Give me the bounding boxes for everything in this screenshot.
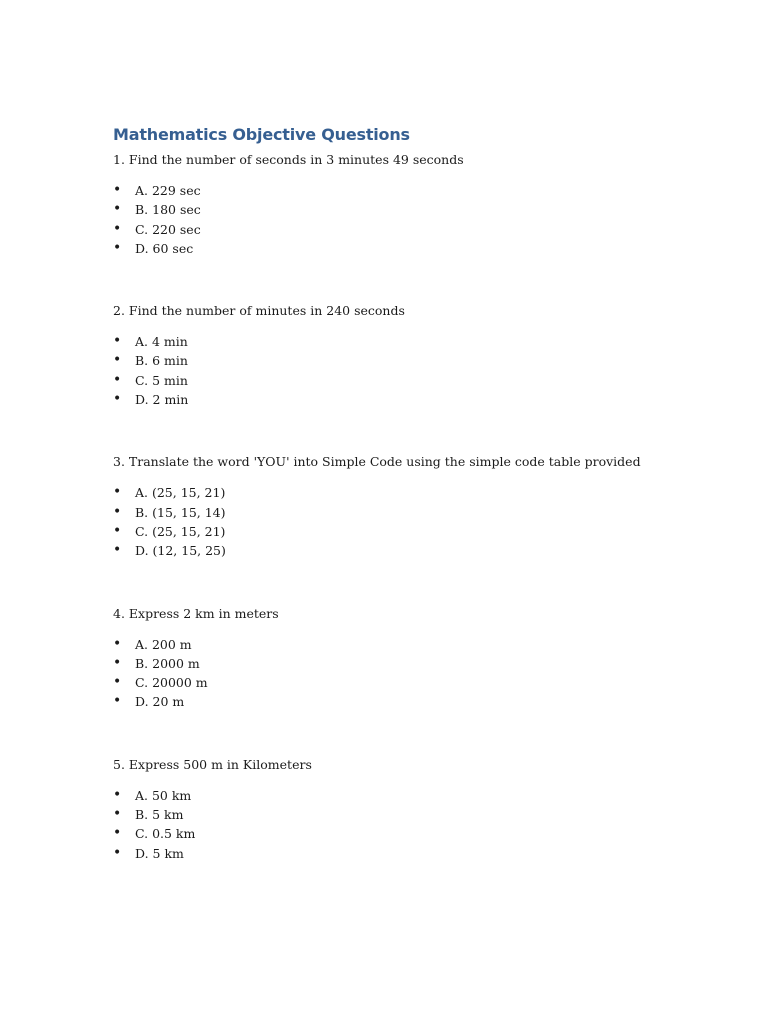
bullet-icon: • xyxy=(113,371,122,388)
question-text: 3. Translate the word 'YOU' into Simple Code using the simple code table provided xyxy=(113,454,641,470)
option-list xyxy=(113,332,713,409)
bullet-icon: • xyxy=(113,786,122,803)
option-b xyxy=(113,805,713,824)
option-c xyxy=(113,673,713,692)
option-d xyxy=(113,844,713,863)
option-label: B. 180 sec xyxy=(135,202,201,218)
bullet-icon: • xyxy=(113,844,122,861)
option-label: D. (12, 15, 25) xyxy=(135,543,226,559)
option-a xyxy=(113,635,713,654)
option-a xyxy=(113,483,713,502)
option-list xyxy=(113,181,713,258)
question-5 xyxy=(113,755,713,863)
bullet-icon: • xyxy=(113,182,122,198)
option-d xyxy=(113,541,713,560)
option-label: C. 220 sec xyxy=(135,221,201,237)
bullet-icon: • xyxy=(113,201,122,218)
question-text: 5. Express 500 m in Kilometers xyxy=(113,756,312,772)
question-3 xyxy=(113,452,713,560)
option-c xyxy=(113,522,713,541)
option-d xyxy=(113,692,713,711)
option-label: C. 0.5 km xyxy=(135,826,196,842)
question-text: 4. Express 2 km in meters xyxy=(113,605,279,621)
option-b xyxy=(113,503,713,522)
bullet-icon: • xyxy=(113,239,122,256)
option-label: A. 229 sec xyxy=(135,183,201,198)
bullet-icon: • xyxy=(113,542,122,559)
option-c xyxy=(113,220,713,239)
question-2 xyxy=(113,301,713,409)
bullet-icon: • xyxy=(113,654,122,671)
option-label: C. 5 min xyxy=(135,372,188,388)
option-label: A. 200 m xyxy=(135,636,192,652)
option-a xyxy=(113,332,713,351)
document-title: Mathematics Objective Questions xyxy=(113,125,410,144)
option-b xyxy=(113,200,713,219)
option-label: D. 2 min xyxy=(135,392,189,408)
bullet-icon: • xyxy=(113,352,122,369)
bullet-icon: • xyxy=(113,333,122,350)
option-c xyxy=(113,371,713,390)
option-label: C. 20000 m xyxy=(135,675,208,691)
option-label: B. 2000 m xyxy=(135,655,200,671)
option-c xyxy=(113,824,713,843)
option-b xyxy=(113,654,713,673)
bullet-icon: • xyxy=(113,220,122,237)
option-list xyxy=(113,483,713,560)
option-label: B. 5 km xyxy=(135,807,184,823)
option-list xyxy=(113,786,713,863)
option-label: B. 6 min xyxy=(135,353,188,369)
document-page xyxy=(113,124,713,863)
option-d xyxy=(113,390,713,409)
option-label: B. (15, 15, 14) xyxy=(135,504,226,520)
option-a xyxy=(113,786,713,805)
bullet-icon: • xyxy=(113,806,122,823)
bullet-icon: • xyxy=(113,693,122,710)
question-text: 1. Find the number of seconds in 3 minutes 49 seconds xyxy=(113,152,464,167)
option-label: D. 5 km xyxy=(135,845,184,861)
option-list xyxy=(113,635,713,712)
question-text: 2. Find the number of minutes in 240 seconds xyxy=(113,303,405,319)
option-label: A. (25, 15, 21) xyxy=(135,485,226,501)
bullet-icon: • xyxy=(113,484,122,501)
option-a xyxy=(113,181,713,200)
question-1 xyxy=(113,150,713,258)
bullet-icon: • xyxy=(113,674,122,691)
option-d xyxy=(113,239,713,258)
question-4 xyxy=(113,604,713,712)
bullet-icon: • xyxy=(113,522,122,539)
bullet-icon: • xyxy=(113,503,122,520)
option-label: D. 20 m xyxy=(135,694,185,710)
option-label: A. 4 min xyxy=(135,334,188,350)
option-label: A. 50 km xyxy=(135,787,192,803)
bullet-icon: • xyxy=(113,825,122,842)
option-label: D. 60 sec xyxy=(135,240,194,256)
option-label: C. (25, 15, 21) xyxy=(135,523,226,539)
option-b xyxy=(113,351,713,370)
bullet-icon: • xyxy=(113,635,122,652)
bullet-icon: • xyxy=(113,391,122,408)
